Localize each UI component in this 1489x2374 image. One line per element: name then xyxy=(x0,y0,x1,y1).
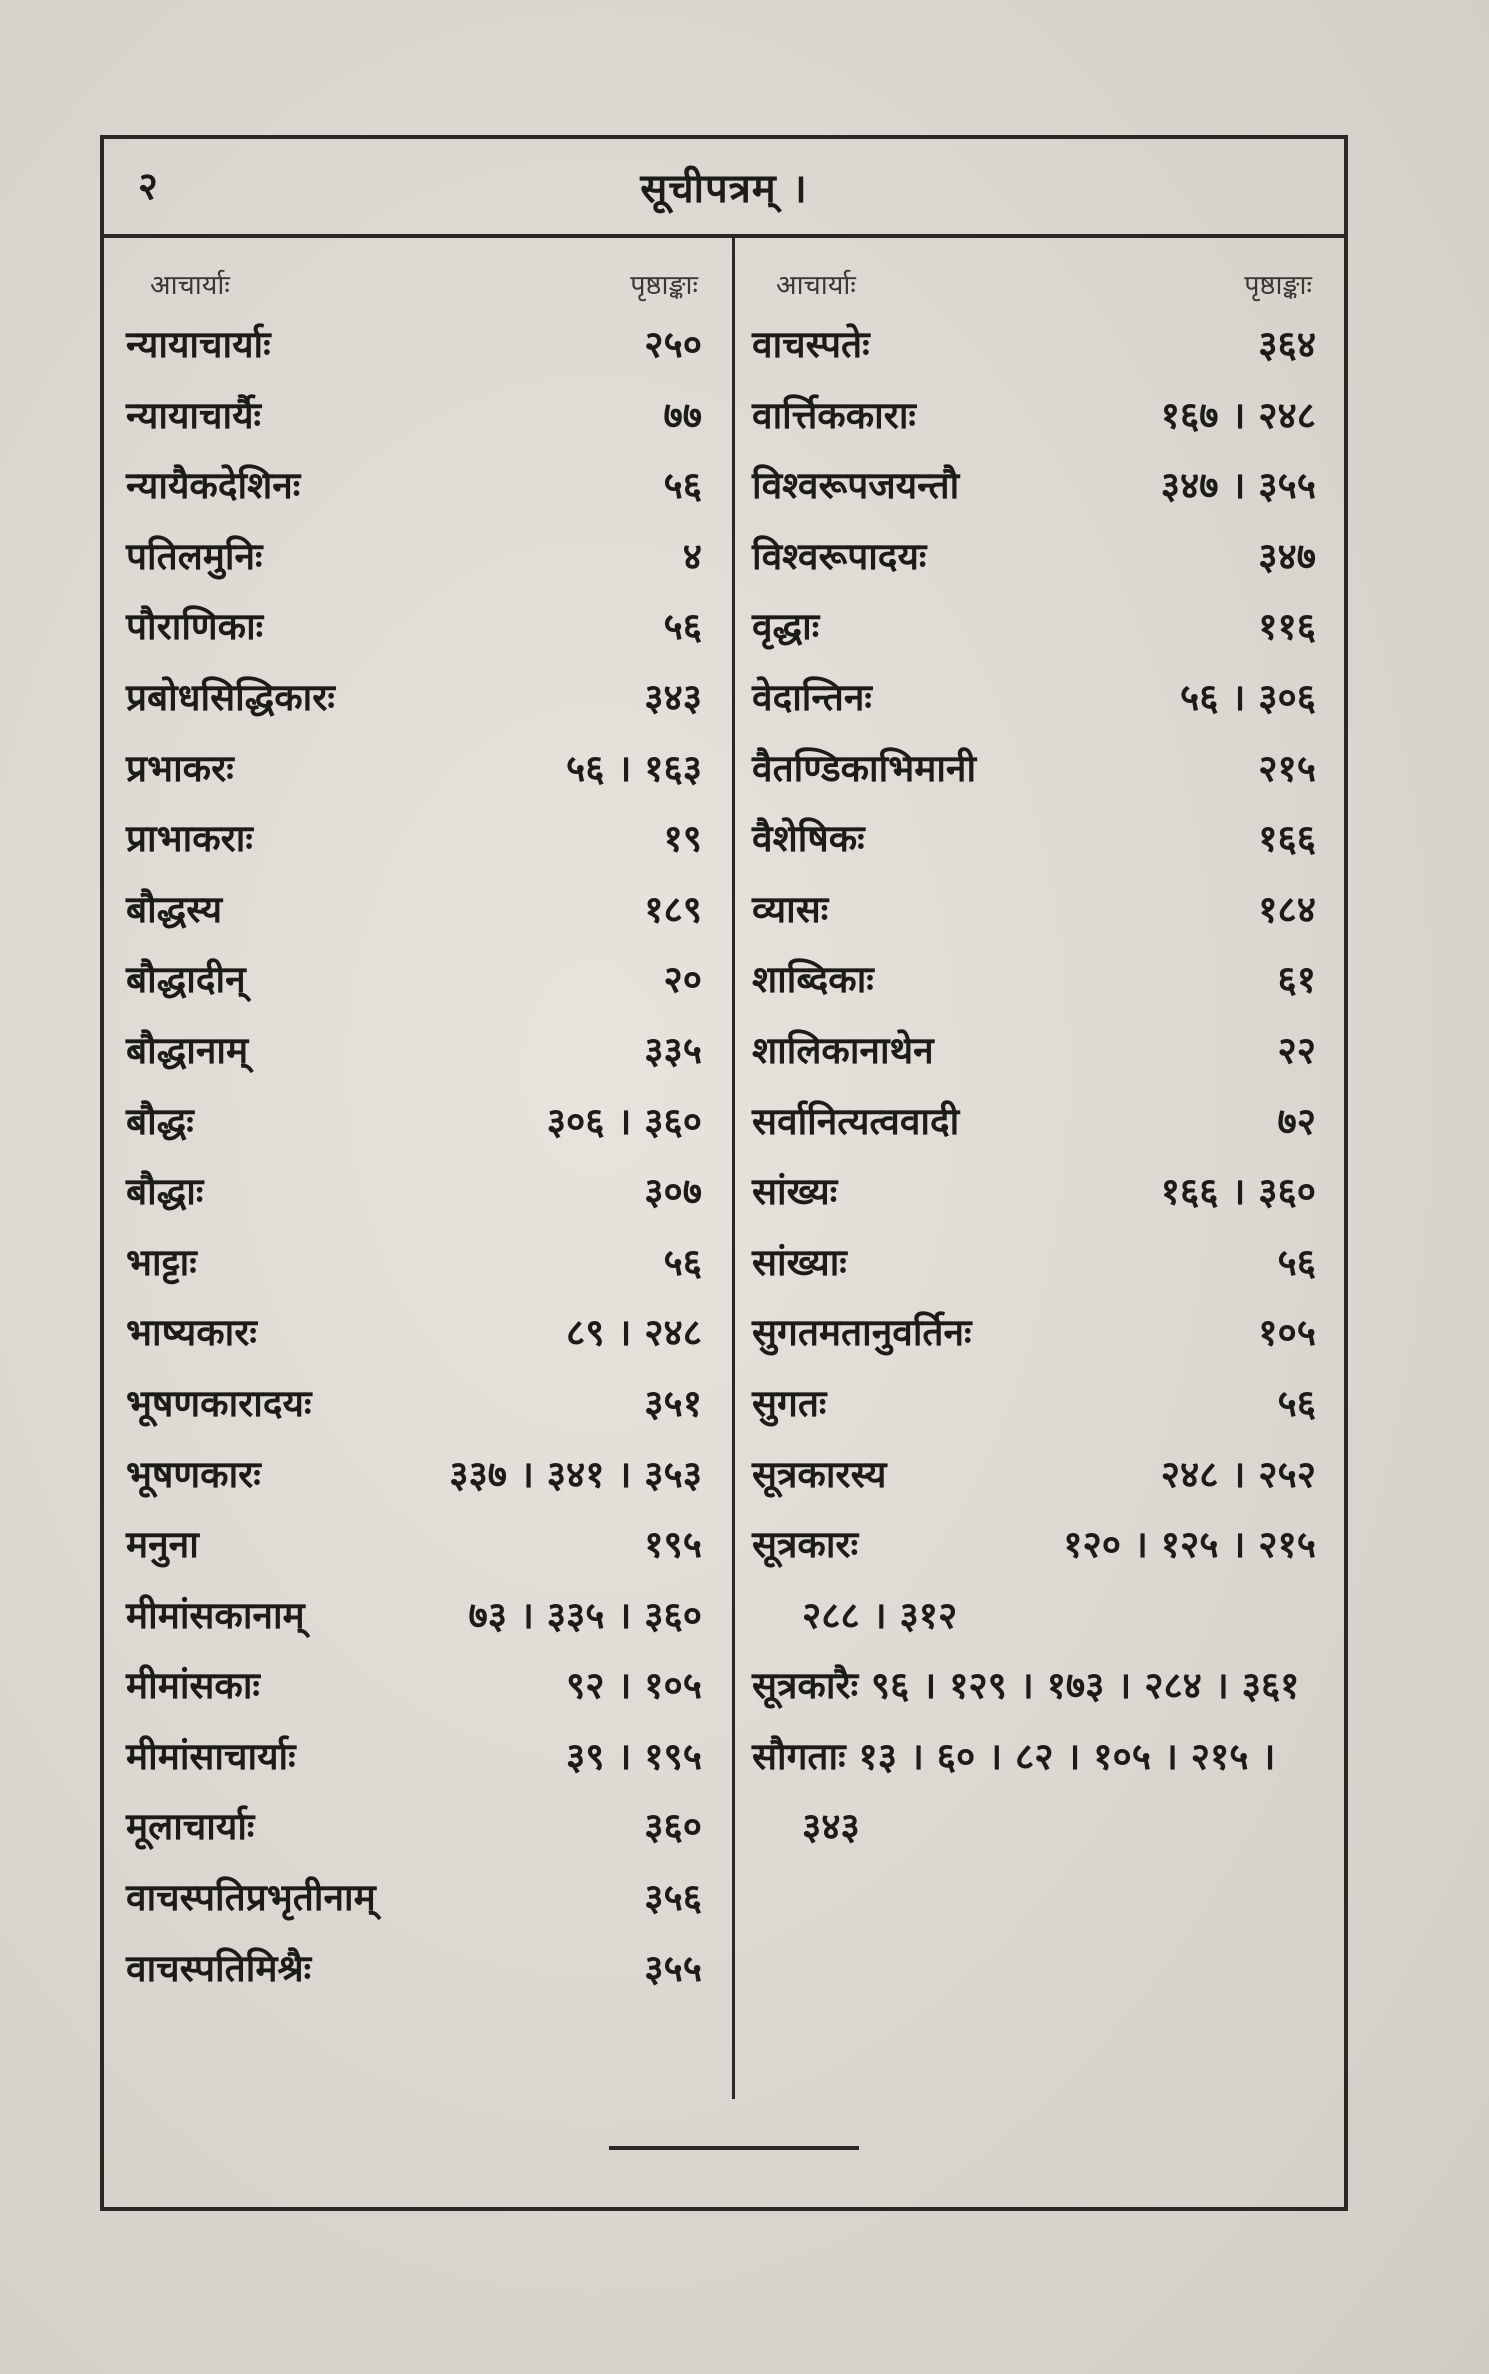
list-item xyxy=(752,521,1322,592)
entry-pages: ८९ । २४८ xyxy=(566,1310,702,1355)
entry-name: सुगतमतानुवर्तिनः xyxy=(752,1310,972,1355)
entry-name: विश्वरूपजयन्तौ xyxy=(752,463,960,508)
list-item xyxy=(752,1721,1322,1792)
list-item xyxy=(752,1368,1322,1439)
list-item xyxy=(126,309,708,380)
entry-name: वृद्धाः xyxy=(752,604,820,649)
entry-name: न्यायैकदेशिनः xyxy=(126,463,301,508)
heading-acharya: आचार्याः xyxy=(776,270,856,301)
list-item xyxy=(126,1580,708,1651)
entry-name: भाट्टाः xyxy=(126,1239,197,1284)
list-item xyxy=(126,1015,708,1086)
list-item xyxy=(126,1933,708,2004)
page-number: २ xyxy=(138,163,158,208)
list-item xyxy=(752,1086,1322,1157)
entry-name: सूत्रकारः xyxy=(752,1522,859,1567)
entry-name: भूषणकारः xyxy=(126,1451,261,1496)
entry-name: भाष्यकारः xyxy=(126,1310,257,1355)
list-item xyxy=(752,944,1322,1015)
entry-name: बौद्धादीन् xyxy=(126,957,246,1002)
entry-name: प्राभाकराः xyxy=(126,816,253,861)
entry-name: व्यासः xyxy=(752,886,829,931)
right-column xyxy=(752,259,1322,1862)
entry-name: विश्वरूपादयः xyxy=(752,533,927,578)
list-item xyxy=(752,662,1322,733)
entry-name: पतिलमुनिः xyxy=(126,533,263,578)
entry-pages: ५६ xyxy=(663,1239,702,1284)
list-item xyxy=(752,1791,1322,1862)
entry-name: वैतण्डिकाभिमानी xyxy=(752,745,977,790)
list-item xyxy=(752,803,1322,874)
entry-pages: ३४३ xyxy=(644,674,702,719)
entry-pages: ५६ xyxy=(1277,1239,1316,1284)
list-item xyxy=(752,1580,1322,1651)
entry-pages: ३५१ xyxy=(644,1380,702,1425)
entry-name: शालिकानाथेन xyxy=(752,1027,934,1072)
left-entries xyxy=(126,309,708,2003)
list-item xyxy=(126,1156,708,1227)
entry-name: सूत्रकारस्य xyxy=(752,1451,887,1496)
entry-name: मनुना xyxy=(126,1522,199,1567)
entry-pages: ३४७ xyxy=(1258,533,1316,578)
list-item xyxy=(752,309,1322,380)
entry-name: न्यायाचार्यैः xyxy=(126,392,262,437)
list-item xyxy=(126,803,708,874)
entry-name: सुगतः xyxy=(752,1380,827,1425)
entry-pages: ३०६ । ३६० xyxy=(546,1098,702,1143)
list-item xyxy=(126,1862,708,1933)
entry-pages: ३६० xyxy=(644,1804,702,1849)
entry-pages: ६१ xyxy=(1277,957,1316,1002)
entry-pages: १०५ xyxy=(1258,1310,1316,1355)
list-item xyxy=(126,1086,708,1157)
entry-pages: ५६ xyxy=(663,463,702,508)
entry-pages: २० xyxy=(663,957,702,1002)
heading-page: पृष्ठाङ्काः xyxy=(630,270,698,301)
page-header xyxy=(104,139,1344,238)
heading-acharya: आचार्याः xyxy=(150,270,230,301)
entry-name: शाब्दिकाः xyxy=(752,957,874,1002)
entry-name: प्रभाकरः xyxy=(126,745,234,790)
entry-name: मीमांसकाः xyxy=(126,1663,260,1708)
entry-name: बौद्धाः xyxy=(126,1169,204,1214)
list-item xyxy=(126,591,708,662)
heading-page: पृष्ठाङ्काः xyxy=(1244,270,1312,301)
entry-name: प्रबोधसिद्धिकारः xyxy=(126,674,335,719)
page-title: सूचीपत्रम् । xyxy=(640,165,808,212)
list-item xyxy=(752,874,1322,945)
left-column-heading xyxy=(126,259,708,309)
entry-name: सूत्रकारैः ९६ । १२९ । १७३ । २८४ । ३६१ xyxy=(752,1663,1300,1708)
list-item xyxy=(126,1297,708,1368)
list-item xyxy=(126,521,708,592)
list-item xyxy=(752,1227,1322,1298)
entry-pages: १६६ । ३६० xyxy=(1160,1169,1316,1214)
entry-name: भूषणकारादयः xyxy=(126,1380,312,1425)
entry-pages: १९ xyxy=(663,816,702,861)
entry-pages: ३५६ xyxy=(644,1875,702,1920)
entry-name: सांख्याः xyxy=(752,1239,847,1284)
list-item xyxy=(126,1509,708,1580)
list-item xyxy=(126,1368,708,1439)
entry-pages: १९५ xyxy=(644,1522,702,1567)
entry-name: सांख्यः xyxy=(752,1169,838,1214)
entry-name: पौराणिकाः xyxy=(126,604,264,649)
list-item xyxy=(752,1156,1322,1227)
entry-pages: २५० xyxy=(644,322,702,366)
entry-pages: ३४७ । ३५५ xyxy=(1160,463,1316,508)
entry-name: सौगताः १३ । ६० । ८२ । १०५ । २१५ । xyxy=(752,1733,1276,1778)
entry-pages: २२ xyxy=(1277,1027,1316,1072)
entry-pages: १६६ xyxy=(1258,816,1316,861)
list-item xyxy=(752,1015,1322,1086)
right-entries xyxy=(752,309,1322,1862)
page-frame xyxy=(100,135,1348,2211)
entry-name: वार्त्तिककाराः xyxy=(752,392,916,437)
list-item xyxy=(126,380,708,451)
entry-pages: २१५ xyxy=(1258,745,1316,790)
entry-pages: १६७ । २४८ xyxy=(1160,392,1316,437)
list-item xyxy=(752,591,1322,662)
entry-name: बौद्धस्य xyxy=(126,886,223,931)
list-item xyxy=(752,380,1322,451)
entry-pages: ७३ । ३३५ । ३६० xyxy=(468,1592,702,1637)
list-item xyxy=(126,450,708,521)
list-item xyxy=(126,874,708,945)
entry-pages: ५६ xyxy=(1277,1380,1316,1425)
entry-pages: १८४ xyxy=(1258,886,1316,931)
entry-pages: ७७ xyxy=(663,392,702,437)
entry-name: मीमांसकानाम् xyxy=(126,1592,305,1637)
list-item xyxy=(752,733,1322,804)
list-item xyxy=(752,1297,1322,1368)
end-rule xyxy=(609,2146,859,2150)
entry-name: वाचस्पतेः xyxy=(752,322,870,366)
entry-name: बौद्धानाम् xyxy=(126,1027,249,1072)
entry-name: बौद्धः xyxy=(126,1098,194,1143)
entry-pages: ५६ xyxy=(663,604,702,649)
list-item xyxy=(126,1650,708,1721)
entry-name: मीमांसाचार्याः xyxy=(126,1733,296,1778)
list-item xyxy=(752,1439,1322,1510)
list-item xyxy=(752,1509,1322,1580)
entry-name: वेदान्तिनः xyxy=(752,674,872,719)
entry-pages: ३५५ xyxy=(644,1945,702,1990)
entry-pages: २४८ । २५२ xyxy=(1160,1451,1316,1496)
entry-pages: ५६ । १६३ xyxy=(566,745,702,790)
entry-name: वैशेषिकः xyxy=(752,816,865,861)
entry-name: वाचस्पतिप्रभृतीनाम् xyxy=(126,1875,376,1920)
list-item xyxy=(126,662,708,733)
list-item xyxy=(126,1791,708,1862)
entry-pages: ११६ xyxy=(1258,604,1316,649)
entry-pages: ४ xyxy=(682,533,702,578)
entry-pages: ३३५ xyxy=(644,1027,702,1072)
entry-name: वाचस्पतिमिश्रैः xyxy=(126,1945,312,1990)
entry-continuation: २८८ । ३१२ xyxy=(802,1592,958,1637)
list-item xyxy=(752,1650,1322,1721)
entry-pages: ३३७ । ३४१ । ३५३ xyxy=(449,1451,702,1496)
entry-pages: ७२ xyxy=(1277,1098,1316,1143)
list-item xyxy=(752,450,1322,521)
list-item xyxy=(126,733,708,804)
entry-name: सर्वानित्यत्ववादी xyxy=(752,1098,960,1143)
entry-continuation: ३४३ xyxy=(802,1804,860,1849)
entry-pages: ३६४ xyxy=(1258,322,1316,366)
list-item xyxy=(126,1721,708,1792)
column-divider xyxy=(732,234,735,2099)
list-item xyxy=(126,1227,708,1298)
entry-pages: १८९ xyxy=(644,886,702,931)
entry-pages: ९२ । १०५ xyxy=(566,1663,702,1708)
entry-pages: १२० । १२५ । २१५ xyxy=(1063,1522,1316,1567)
entry-name: न्यायाचार्याः xyxy=(126,322,271,366)
list-item xyxy=(126,944,708,1015)
entry-pages: ३९ । १९५ xyxy=(566,1733,702,1778)
entry-pages: ३०७ xyxy=(644,1169,702,1214)
entry-name: मूलाचार्याः xyxy=(126,1804,255,1849)
list-item xyxy=(126,1439,708,1510)
left-column xyxy=(126,259,708,2003)
entry-pages: ५६ । ३०६ xyxy=(1180,674,1316,719)
right-column-heading xyxy=(752,259,1322,309)
